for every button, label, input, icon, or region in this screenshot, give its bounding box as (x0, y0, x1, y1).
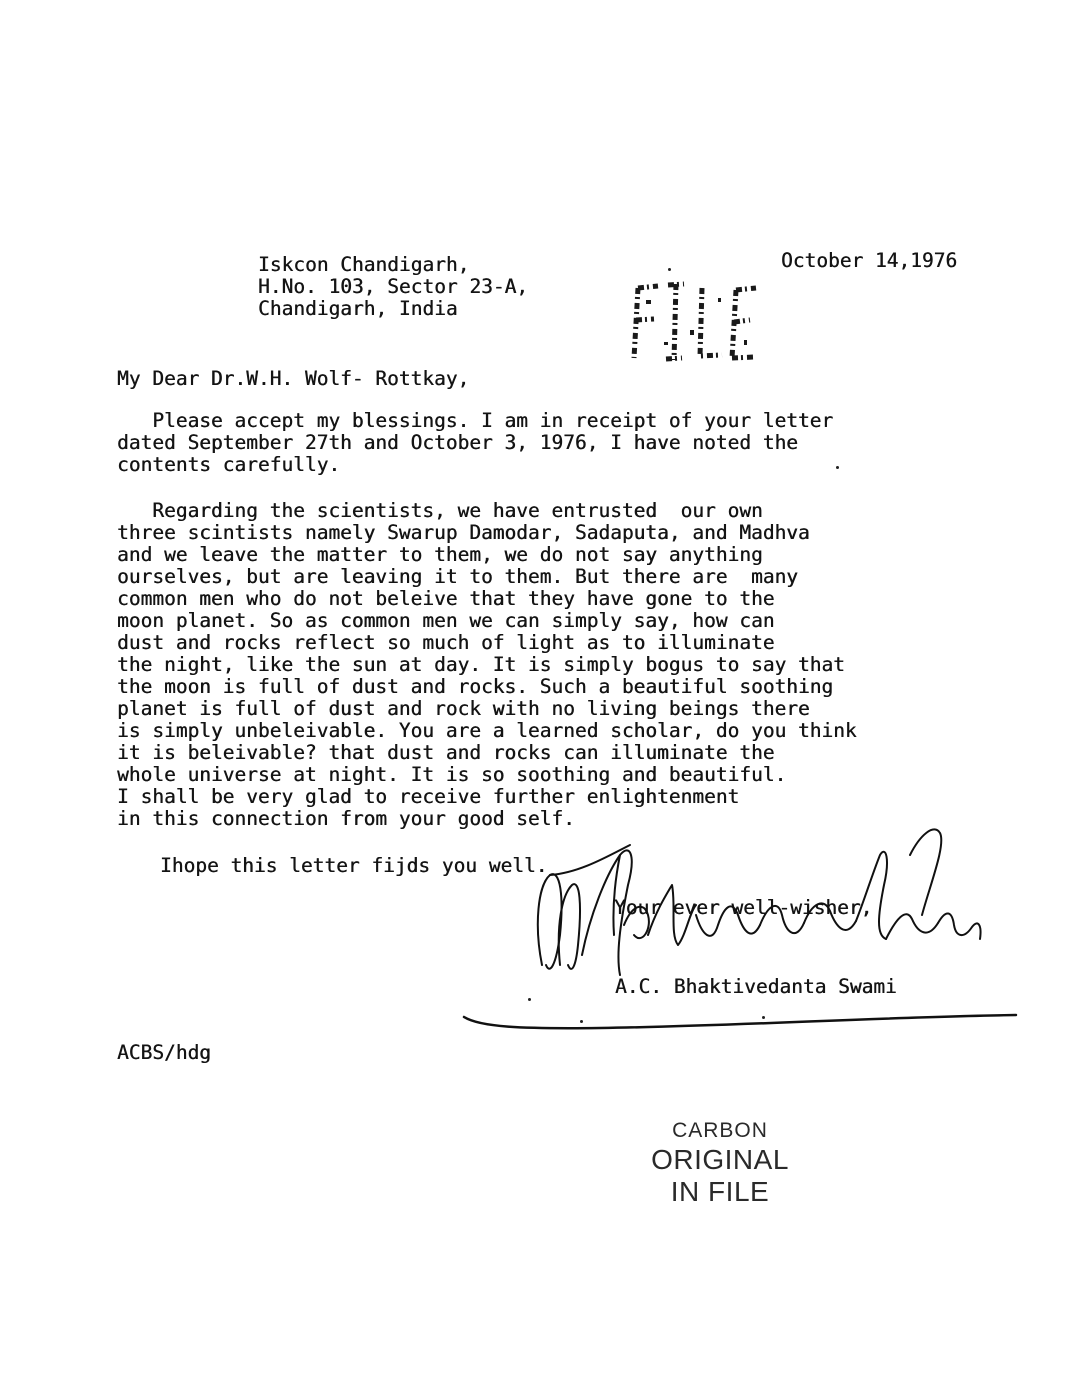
paragraph-2-line: it is beleivable? that dust and rocks can illuminate the (117, 741, 775, 764)
address-line-3: Chandigarh, India (258, 297, 458, 320)
address-line-2: H.No. 103, Sector 23-A, (258, 275, 529, 298)
carbon-original-stamp (640, 1118, 800, 1208)
scan-speck (528, 998, 531, 1001)
paragraph-2-line: three scintists namely Swarup Damodar, Sadaputa, and Madhva (117, 521, 810, 544)
sender-address (258, 254, 528, 320)
salutation: My Dear Dr.W.H. Wolf- Rottkay, (117, 367, 470, 390)
paragraph-2-line: I shall be very glad to receive further enlightenment (117, 785, 740, 808)
file-stamp-graphic (624, 255, 764, 370)
carbon-stamp-line-1: CARBON (672, 1119, 768, 1142)
paragraph-1 (117, 410, 833, 476)
scan-speck (580, 1020, 583, 1023)
scan-speck (762, 1016, 765, 1019)
letter-date: October 14,1976 (781, 249, 958, 272)
paragraph-2-line: the moon is full of dust and rocks. Such a beautiful soothing (117, 675, 834, 698)
scan-speck (836, 466, 839, 469)
paragraph-1-line: contents carefully. (117, 453, 341, 476)
paragraph-2-line: ourselves, but are leaving it to them. But there are many (117, 565, 798, 588)
sender-name: A.C. Bhaktivedanta Swami (615, 975, 897, 998)
paragraph-2-line: Regarding the scientists, we have entrusted our own (117, 499, 763, 522)
paragraph-1-line: dated September 27th and October 3, 1976, I have noted the (117, 431, 798, 454)
reference-initials: ACBS/hdg (117, 1041, 211, 1064)
signature-underline (460, 1005, 1020, 1035)
scan-speck (668, 268, 671, 271)
paragraph-2-line: is simply unbeleivable. You are a learned scholar, do you think (117, 719, 857, 742)
paragraph-2-line: common men who do not beleive that they have gone to the (117, 587, 775, 610)
paragraph-2-line: planet is full of dust and rock with no living beings there (117, 697, 810, 720)
carbon-stamp-line-2: ORIGINAL (651, 1144, 789, 1175)
valediction: Your ever well-wisher, (614, 896, 873, 919)
underline-graphic (460, 1005, 1020, 1035)
paragraph-2-line: dust and rocks reflect so much of light as to illuminate (117, 631, 775, 654)
carbon-stamp-line-3: IN FILE (670, 1176, 770, 1207)
paragraph-2 (117, 500, 857, 830)
paragraph-2-line: moon planet. So as common men we can simply say, how can (117, 609, 775, 632)
paragraph-2-line: whole universe at night. It is so soothing and beautiful. (117, 763, 787, 786)
file-stamp-label: FILE (624, 255, 663, 274)
paragraph-2-line: and we leave the matter to them, we do not say anything (117, 543, 763, 566)
closing-line: Ihope this letter fijds you well. (160, 854, 548, 877)
paragraph-2-line: in this connection from your good self. (117, 807, 575, 830)
address-line-1: Iskcon Chandigarh, (258, 253, 470, 276)
paragraph-2-line: the night, like the sun at day. It is simply bogus to say that (117, 653, 845, 676)
paragraph-1-line: Please accept my blessings. I am in receipt of your letter (117, 409, 834, 432)
file-stamp (624, 255, 764, 370)
